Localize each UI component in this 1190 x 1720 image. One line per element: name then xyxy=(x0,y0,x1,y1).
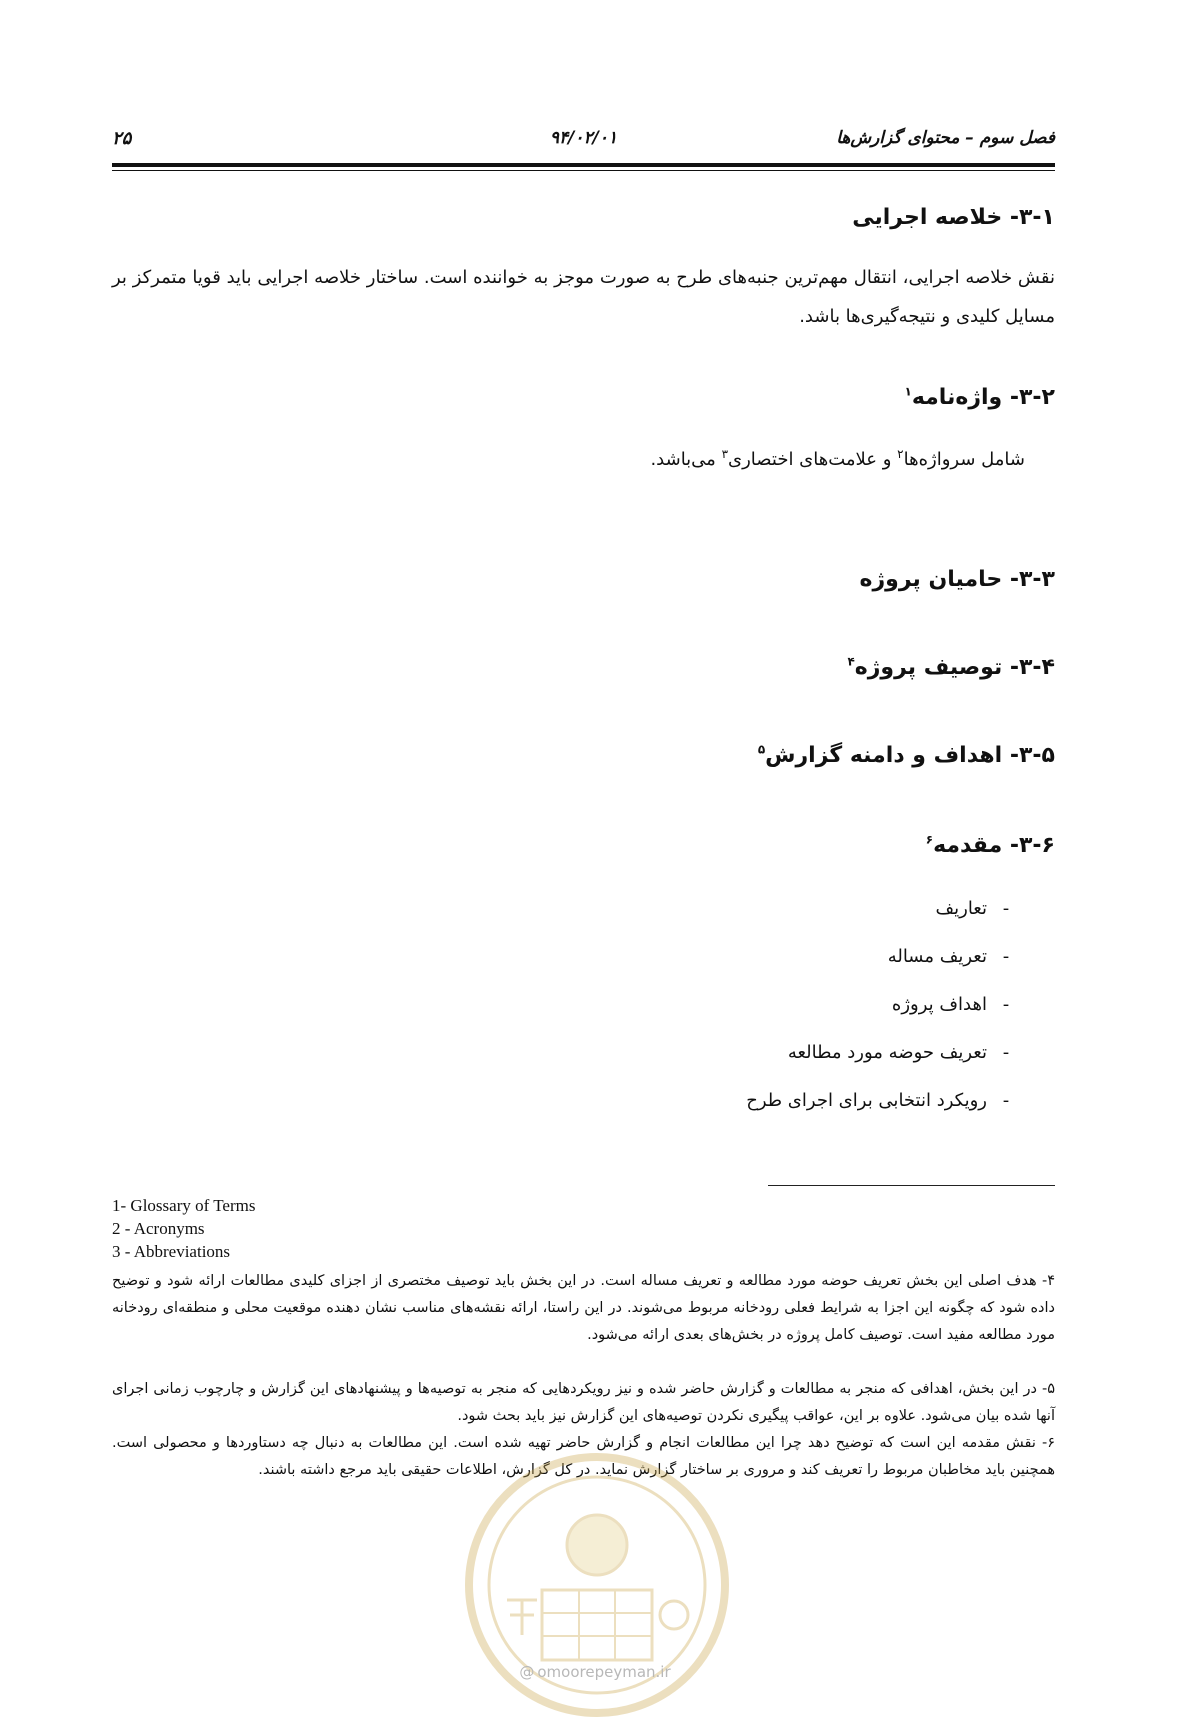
section-heading-3-1: ۳-۱- خلاصه اجرایی xyxy=(852,205,1055,230)
footnote-1: 1- Glossary of Terms xyxy=(112,1196,256,1215)
section-heading-3-6: ۳-۶- مقدمه$^۶$ xyxy=(925,832,1055,858)
footnote-ref-2: ۲ xyxy=(897,447,904,461)
list-item: -رویکرد انتخابی برای اجرای طرح xyxy=(746,1090,1010,1111)
footnote-separator xyxy=(768,1185,1055,1186)
section-heading-3-4: ۳-۴- توصیف پروژه$^۴$ xyxy=(847,654,1055,680)
glossary-paragraph: شامل سرواژه‌ها$^۲$ و علامت‌های اختصاری$^۳$ می‌باشد. xyxy=(650,447,1025,470)
footnote-5: ۵- در این بخش، اهدافی که منجر به مطالعات و گزارش حاضر شده و نیز رویکردهایی که منجر به توصیه‌ها و پیشنهادهای این گزارش و چارچوب زمانی اجرای آنها شده بیان می‌شود. علاوه بر این، عواقب پیگیری نکردن توصیه‌های این گزارش نیز باید بحث شود. xyxy=(112,1381,1055,1424)
page-number: ۲۵ xyxy=(112,128,132,149)
section-heading-3-2: ۳-۲- واژه‌نامه$^۱$ xyxy=(904,384,1055,410)
chapter-title: فصل سوم – محتوای گزارش‌ها xyxy=(836,128,1055,148)
executive-summary-paragraph: نقش خلاصه اجرایی، انتقال مهم‌ترین جنبه‌های طرح به صورت موجز به خواننده است. ساختار خلاصه اجرایی باید قویا متمرکز بر مسایل کلیدی و نتیجه‌گیری‌ها باشد. xyxy=(112,267,1055,327)
footnote-6: ۶- نقش مقدمه این است که توضیح دهد چرا این مطالعات انجام و گزارش حاضر تهیه شده است. این مطالعات به دنبال چه دستاوردها و محصولی است. همچنین باید مخاطبان مربوط را تعریف کند و مروری بر ساختار گزارش نماید. در کل گزارش، اطلاعات حقیقی باید مرجع داشته باشند. xyxy=(112,1435,1055,1478)
page-header xyxy=(112,128,1055,158)
header-rule-thick xyxy=(112,163,1055,167)
header-rule-thin xyxy=(112,170,1055,171)
list-item: -تعریف حوضه مورد مطالعه xyxy=(787,1042,1010,1063)
footnote-2: 2 - Acronyms xyxy=(112,1219,205,1238)
introduction-list xyxy=(400,885,1025,1125)
list-item: -تعریف مساله xyxy=(887,946,1010,967)
footnote-4: ۴- هدف اصلی این بخش تعریف حوضه مورد مطالعه و تعریف مساله است. در این بخش باید توصیف مختصری از اجزای کلیدی مطالعات ارائه شود و توضیح داده شود که چگونه این اجزا به شرایط فعلی رودخانه مربوط می‌شوند. در این راستا، ارائه نقشه‌های مناسب نشان دهنده موقعیت محلی و منطقه‌ای رودخانه مورد مطالعه مفید است. توصیف کامل پروژه در بخش‌های بعدی ارائه می‌شود. xyxy=(112,1273,1055,1343)
footnote-ref-1: ۱ xyxy=(904,384,912,399)
footnote-ref-3: ۳ xyxy=(721,447,729,461)
footnote-3: 3 - Abbreviations xyxy=(112,1242,231,1261)
footnote-ref-4: ۴ xyxy=(847,654,855,669)
list-item: -تعاریف xyxy=(935,898,1010,919)
at-icon: @ xyxy=(519,1663,535,1681)
footnote-ref-6: ۶ xyxy=(925,832,934,847)
section-heading-3-5: ۳-۵- اهداف و دامنه گزارش$^۵$ xyxy=(757,742,1055,768)
footnote-ref-5: ۵ xyxy=(757,742,766,757)
list-item: -اهداف پروژه xyxy=(891,994,1010,1015)
watermark-site: @ omoorepeyman.ir xyxy=(519,1663,671,1681)
header-date: ۹۴/۰۲/۰۱ xyxy=(549,128,618,148)
section-heading-3-3: ۳-۳- حامیان پروژه xyxy=(859,567,1055,592)
